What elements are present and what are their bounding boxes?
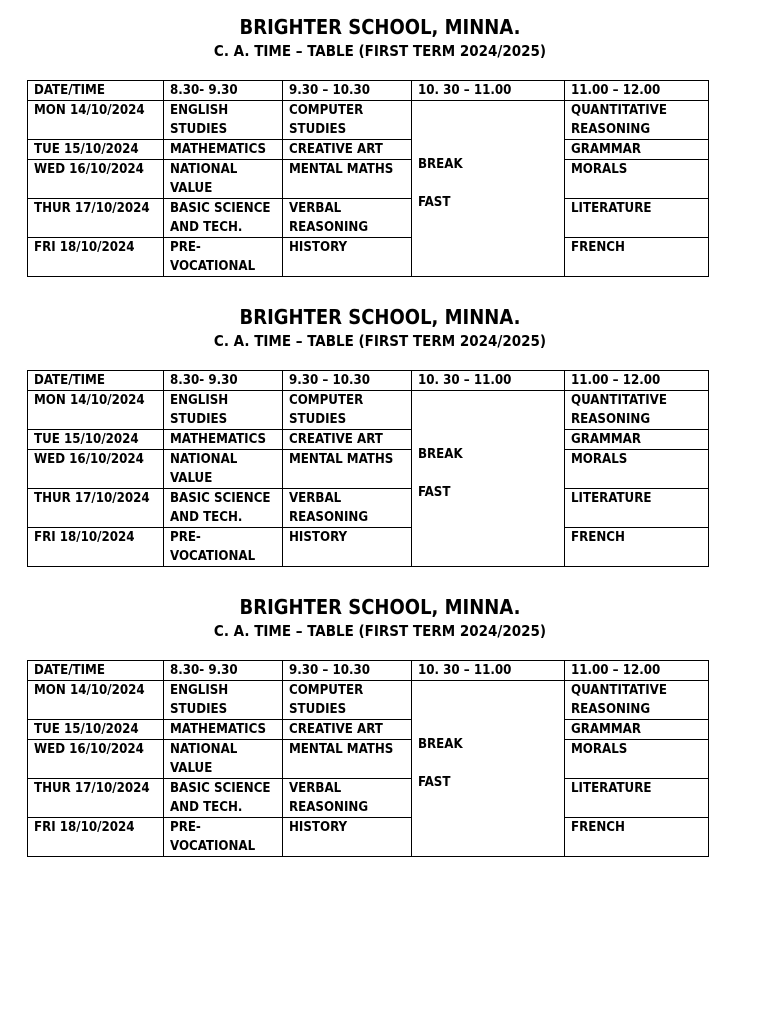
subject-cell: MATHEMATICS <box>164 140 283 160</box>
table-row <box>28 740 709 779</box>
subject-cell: BASIC SCIENCE AND TECH. <box>164 199 283 238</box>
subject-cell: COMPUTER STUDIES <box>283 681 412 720</box>
day-cell: THUR 17/10/2024 <box>28 779 164 818</box>
table-row <box>28 528 709 567</box>
school-title: BRIGHTER SCHOOL, MINNA. <box>239 15 521 39</box>
subject-cell: MATHEMATICS <box>164 430 283 450</box>
subject-cell: MORALS <box>565 450 709 489</box>
table-header-row <box>28 661 709 681</box>
day-cell: WED 16/10/2024 <box>28 160 164 199</box>
table-header-row <box>28 81 709 101</box>
column-header: 9.30 – 10.30 <box>283 81 412 101</box>
table-row <box>28 779 709 818</box>
column-header: 9.30 – 10.30 <box>283 661 412 681</box>
subject-cell: HISTORY <box>283 818 412 857</box>
subject-cell: QUANTITATIVE REASONING <box>565 101 709 140</box>
day-cell: MON 14/10/2024 <box>28 681 164 720</box>
subject-cell: CREATIVE ART <box>283 430 412 450</box>
timetable-subtitle: C. A. TIME – TABLE (FIRST TERM 2024/2025) <box>213 622 547 640</box>
subject-cell: FRENCH <box>565 238 709 277</box>
break-label: FAST <box>418 195 451 210</box>
day-cell: MON 14/10/2024 <box>28 101 164 140</box>
column-header: 9.30 – 10.30 <box>283 371 412 391</box>
subject-cell: GRAMMAR <box>565 430 709 450</box>
column-header: 10. 30 – 11.00 <box>412 371 565 391</box>
table-row <box>28 720 709 740</box>
day-cell: TUE 15/10/2024 <box>28 140 164 160</box>
subject-cell: HISTORY <box>283 528 412 567</box>
column-header: 11.00 – 12.00 <box>565 661 709 681</box>
subject-cell: CREATIVE ART <box>283 720 412 740</box>
subject-cell: VERBAL REASONING <box>283 489 412 528</box>
break-cell <box>412 681 565 857</box>
subject-cell: BASIC SCIENCE AND TECH. <box>164 779 283 818</box>
column-header: DATE/TIME <box>28 81 164 101</box>
break-cell <box>412 101 565 277</box>
timetable-subtitle: C. A. TIME – TABLE (FIRST TERM 2024/2025) <box>213 332 547 350</box>
subject-cell: VERBAL REASONING <box>283 199 412 238</box>
day-cell: WED 16/10/2024 <box>28 450 164 489</box>
subject-cell: MENTAL MATHS <box>283 450 412 489</box>
column-header: 8.30- 9.30 <box>164 81 283 101</box>
break-label: BREAK <box>418 447 463 462</box>
subject-cell: ENGLISH STUDIES <box>164 681 283 720</box>
subject-cell: MORALS <box>565 160 709 199</box>
column-header: 11.00 – 12.00 <box>565 81 709 101</box>
timetable <box>27 80 709 277</box>
day-cell: THUR 17/10/2024 <box>28 489 164 528</box>
subject-cell: COMPUTER STUDIES <box>283 391 412 430</box>
timetable <box>27 370 709 567</box>
subject-cell: ENGLISH STUDIES <box>164 391 283 430</box>
table-row <box>28 140 709 160</box>
table-header-row <box>28 371 709 391</box>
day-cell: TUE 15/10/2024 <box>28 430 164 450</box>
subject-cell: LITERATURE <box>565 199 709 238</box>
day-cell: FRI 18/10/2024 <box>28 238 164 277</box>
table-row <box>28 199 709 238</box>
table-row <box>28 681 709 720</box>
subject-cell: LITERATURE <box>565 489 709 528</box>
column-header: DATE/TIME <box>28 661 164 681</box>
day-cell: TUE 15/10/2024 <box>28 720 164 740</box>
subject-cell: VERBAL REASONING <box>283 779 412 818</box>
day-cell: MON 14/10/2024 <box>28 391 164 430</box>
subject-cell: NATIONAL VALUE <box>164 450 283 489</box>
column-header: 11.00 – 12.00 <box>565 371 709 391</box>
subject-cell: NATIONAL VALUE <box>164 160 283 199</box>
break-label: BREAK <box>418 737 463 752</box>
day-cell: FRI 18/10/2024 <box>28 818 164 857</box>
timetable <box>27 660 709 857</box>
school-title: BRIGHTER SCHOOL, MINNA. <box>239 595 521 619</box>
subject-cell: COMPUTER STUDIES <box>283 101 412 140</box>
table-row <box>28 450 709 489</box>
subject-cell: GRAMMAR <box>565 140 709 160</box>
subject-cell: CREATIVE ART <box>283 140 412 160</box>
break-label: FAST <box>418 485 451 500</box>
table-row <box>28 160 709 199</box>
subject-cell: ENGLISH STUDIES <box>164 101 283 140</box>
break-label: BREAK <box>418 157 463 172</box>
subject-cell: HISTORY <box>283 238 412 277</box>
subject-cell: NATIONAL VALUE <box>164 740 283 779</box>
timetable-subtitle: C. A. TIME – TABLE (FIRST TERM 2024/2025) <box>213 42 547 60</box>
subject-cell: PRE-VOCATIONAL <box>164 528 283 567</box>
break-label: FAST <box>418 775 451 790</box>
subject-cell: MENTAL MATHS <box>283 740 412 779</box>
subject-cell: FRENCH <box>565 528 709 567</box>
subject-cell: QUANTITATIVE REASONING <box>565 681 709 720</box>
subject-cell: PRE-VOCATIONAL <box>164 818 283 857</box>
table-row <box>28 101 709 140</box>
subject-cell: BASIC SCIENCE AND TECH. <box>164 489 283 528</box>
subject-cell: LITERATURE <box>565 779 709 818</box>
column-header: 10. 30 – 11.00 <box>412 661 565 681</box>
column-header: DATE/TIME <box>28 371 164 391</box>
column-header: 10. 30 – 11.00 <box>412 81 565 101</box>
column-header: 8.30- 9.30 <box>164 371 283 391</box>
school-title: BRIGHTER SCHOOL, MINNA. <box>239 305 521 329</box>
column-header: 8.30- 9.30 <box>164 661 283 681</box>
subject-cell: GRAMMAR <box>565 720 709 740</box>
day-cell: FRI 18/10/2024 <box>28 528 164 567</box>
day-cell: THUR 17/10/2024 <box>28 199 164 238</box>
subject-cell: QUANTITATIVE REASONING <box>565 391 709 430</box>
subject-cell: MATHEMATICS <box>164 720 283 740</box>
table-row <box>28 238 709 277</box>
table-row <box>28 489 709 528</box>
subject-cell: MORALS <box>565 740 709 779</box>
subject-cell: PRE-VOCATIONAL <box>164 238 283 277</box>
break-cell <box>412 391 565 567</box>
subject-cell: MENTAL MATHS <box>283 160 412 199</box>
day-cell: WED 16/10/2024 <box>28 740 164 779</box>
table-row <box>28 818 709 857</box>
subject-cell: FRENCH <box>565 818 709 857</box>
table-row <box>28 391 709 430</box>
table-row <box>28 430 709 450</box>
